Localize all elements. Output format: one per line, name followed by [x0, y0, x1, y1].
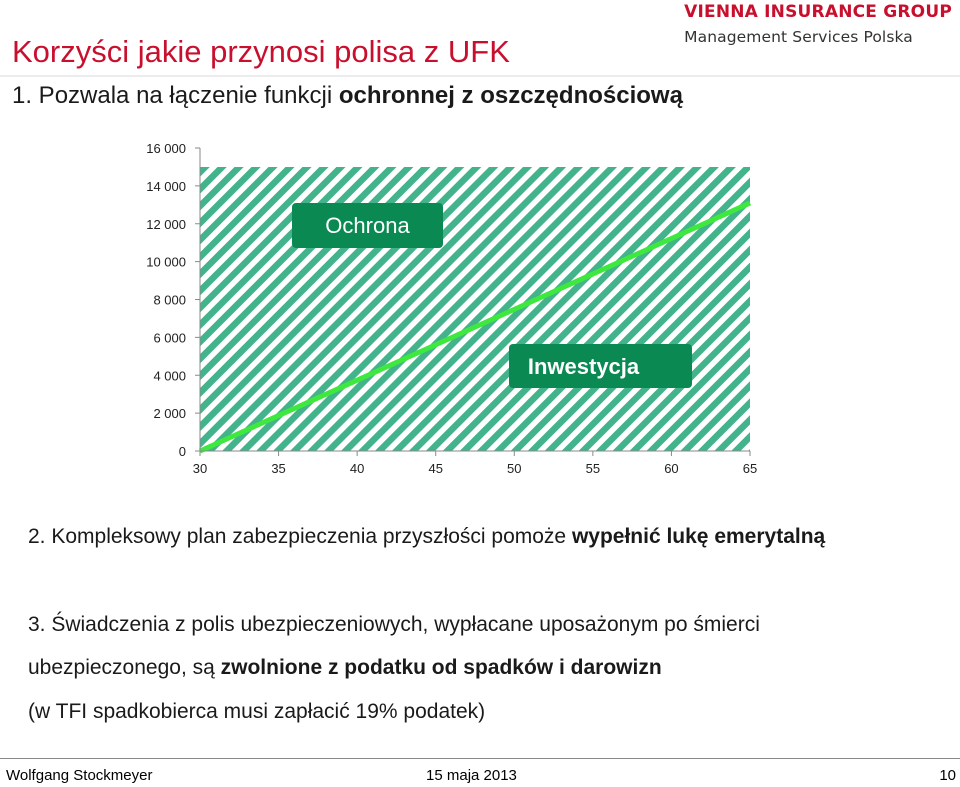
footer-date: 15 maja 2013 — [426, 767, 517, 784]
point-3-line-2-bold: zwolnione z podatku od spadków i darowizn — [220, 656, 662, 679]
company-logo — [684, 2, 952, 46]
footer-page-number: 10 — [939, 767, 956, 784]
y-tick-label: 4 000 — [153, 368, 186, 384]
logo-group-name: VIENNA INSURANCE GROUP — [684, 2, 952, 22]
x-tick-label: 45 — [428, 461, 443, 476]
y-tick-label: 0 — [178, 444, 186, 459]
y-tick-label: 6 000 — [153, 330, 186, 346]
x-tick-label: 30 — [192, 461, 208, 476]
x-tick-label: 65 — [742, 461, 758, 476]
y-tick-label: 8 000 — [153, 292, 186, 308]
footer-author: Wolfgang Stockmeyer — [6, 767, 153, 784]
point-1-text: 1. Pozwala na łączenie funkcji — [12, 82, 339, 109]
point-3-line-3: (w TFI spadkobierca musi zapłacić 19% podatek) — [28, 700, 486, 723]
x-tick-label: 35 — [271, 461, 286, 476]
investment-label: Inwestycja — [527, 354, 640, 379]
point-2-text: 2. Kompleksowy plan zabezpieczenia przyszłości pomoże — [28, 525, 572, 548]
y-tick-label: 16 000 — [146, 141, 186, 156]
point-1 — [12, 82, 683, 110]
point-2-bold: wypełnić lukę emerytalną — [571, 525, 826, 548]
protection-investment-chart — [0, 130, 960, 490]
footer-divider — [0, 758, 960, 759]
x-tick-label: 55 — [585, 461, 601, 476]
point-3-line-1: 3. Świadczenia z polis ubezpieczeniowych, wypłacane uposażonym po śmierci — [28, 613, 760, 636]
y-tick-label: 14 000 — [146, 178, 186, 194]
x-tick-label: 40 — [349, 461, 365, 476]
slide-title: Korzyści jakie przynosi polisa z UFK — [12, 34, 510, 69]
y-tick-label: 2 000 — [153, 406, 186, 422]
point-1-bold: ochronnej z oszczędnościową — [338, 82, 683, 109]
protection-label: Ochrona — [325, 213, 410, 238]
x-tick-label: 50 — [507, 461, 522, 476]
x-tick-label: 60 — [664, 461, 679, 476]
point-3-line-2-text: ubezpieczonego, są — [28, 656, 221, 679]
header-divider — [0, 75, 960, 77]
point-2 — [28, 525, 825, 549]
y-tick-label: 10 000 — [146, 254, 186, 270]
point-3-line-2 — [28, 656, 662, 680]
y-tick-label: 12 000 — [146, 216, 186, 232]
logo-division-name: Management Services Polska — [684, 28, 913, 46]
